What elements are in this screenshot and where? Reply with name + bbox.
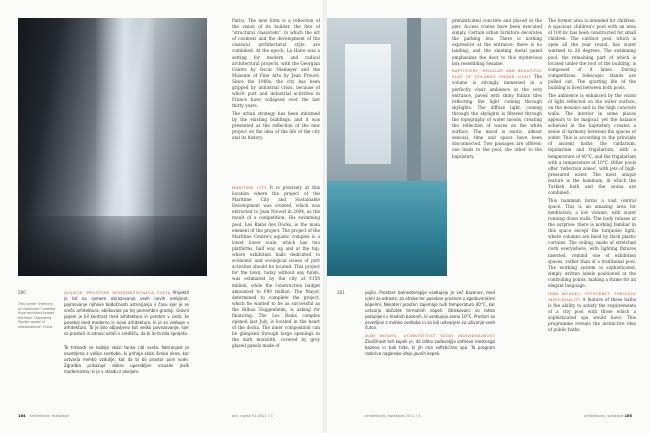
english-column-b xyxy=(232,185,320,405)
paragraph: It is precisely at this location where the project of the Maritime City and Sustainable Development was created, which was entrusted to Jean Nouvel in 2004, as the result of a competition. His swimming pool, Les Bains des Docks, is the main element of the project. The project of the Maritime Centre's aquatic complex is a lower lower scale, which has two platforms, half way up and at the top, where exhibition halls dedicated to economic and ecological issues of port activities should be located. This project for the town, today without any funds, was estimated by the city at €150 million, while the construction budget amounted to €90 million. The Mayor, determined to complete the project, which he wanted to be as successful as the Bilbao Guggenheim, is asking for financing. The Les Bains complex opened last July, is located in the heart of the docks. The inner composition can be glimpsed through large openings in the dark monolith, covered by grey glazed panels made of xyxy=(232,185,320,349)
paragraph: prefabricated concrete and placed at the pier. Access routes have been executed simply. Certain urban furniture decorates the parking lots. There is nothing expressive at the entrance; there is no landing, and the slanting metal panel emphasizes the door to this mysterious box resembling Sesame. xyxy=(452,18,542,66)
english-column-c xyxy=(452,18,542,276)
page-number-left: 164 xyxy=(18,414,26,418)
paragraph: pojilo. Prostore balneoterapije vsebujejo je več bazenov, med njimi za odrasle, za otroke ter posebne prostore z zgodovinskimi kopelmi. Nekateri prostori zajemajo tudi temperaturo 40°C, kar ustvarja občutek termalnih kopeli. Obiskovalci so lahko potopljeni v hladnih bazenih, ki vsebujejo samo 10°C. Prostori so osvetljeni z mehko svetlobo in so bili ustvarjeni za uživanje vseh čutov. xyxy=(365,290,495,331)
section-heading: ZVIJAČJE, PROSTORE MODERNISTIČNEGA SVETA xyxy=(64,290,171,295)
section-heading: BAPTISTERY, REGULAR AND BEAUTIFUL PLAY OF VOLUMES UNDER LIGHT xyxy=(452,68,542,80)
page-number-small-right: 281 xyxy=(337,290,345,295)
pool-water xyxy=(327,181,447,276)
page-number-small-left: 280 xyxy=(18,290,26,295)
paragraph: The urban strategy has been informed by the existing buildings, and it was presented as the reflection of the new project on the idea of the life of the city and its history. xyxy=(232,110,320,141)
paragraph: The volume is strongly immersed in a perfectly clear ambience at the very entrance, paved with shiny Italian tiles reflecting the light coming through skylights. The diffuse light, coming through the skylights is filtered through the topography of water moods, creating the reflection of waves on the white surface. The mood is exotic, almost sensual, time and space have been disconnected. Two passages are offered; one leads to the pool, the other to the baptistery. xyxy=(452,74,542,159)
section-heading: JEAN NOUVEL, EFFICIENCY THROUGH INDIVIDUALITY xyxy=(548,290,636,302)
journal-label-right: arhitektura, raziskave xyxy=(584,414,624,418)
interior-photo-left xyxy=(18,18,207,276)
footer-mid-right: arhitektura, raziskave 2011 / 3 xyxy=(365,414,421,418)
pool-window xyxy=(345,44,391,164)
shadow-floor xyxy=(18,216,207,276)
slovene-column-left-2 xyxy=(64,345,189,405)
pool-column xyxy=(407,18,421,188)
footer-right xyxy=(560,414,636,418)
footer-mid-left: arh. razisk 51-2011 / 3 xyxy=(232,414,273,418)
paragraph: This hammam forms a vast central space. This is an amazing area for meditation, a low volume, with water running down walls. The body relaxes at the surprise: there is nothing familiar in this space except the turquoise light, where columns are lined by thick plastic curtains. The ceiling, made of stretched cloth everywhere, with lighting fixtures inserted, remind one of exhibition spaces, rather than of a traditional pool. The working system is sophisticated, simply written labels positioned at the controlling points, making a frame for an elegant language. xyxy=(548,197,636,289)
page-number-right: 165 xyxy=(624,414,632,418)
paragraph: Projektil je bil na samem obrazovanje vseh novih ambijent, pojmovanje njihove bodočnosti ustvarjanja v času kjer je se sreča arhitektura, oblikovala po tej pomembni gradnji. Glavni pojem je bil kontrast med arhitekturo in prostori v cesti, še posebej med moderno in novo arhitekturo, ki je se vsebuje v arhitekturo. To je bilo objavljeno kot veliko povezovanje, kjer so prostori in odnosi ostali v središču, da bi le-ta bila sprejeta. xyxy=(64,290,189,337)
section-heading: MARITIME CITY xyxy=(232,185,267,190)
paragraph: Te trdnosti se kažejo skozi tanke niti sveta. Notranjost je osvetljena z veliko svetlobe, ki prihaja skozi široka okna, kar ustvarja mehko vzdušje, kot da bi bil prostor poln vode. Zgradba prikazuje dobro uporabljen vizualni jezik modernizma, ki je v skladu z okoljem. xyxy=(64,345,189,374)
paragraph: The former area is intended for children. A spacious children's pool with an area of 100 m² has been constructed for small children. The outdoor pool, which is open all the year round, has water warmed to 28 degrees. The swimming pool, the remaining part of which is located under the roof of the building, is composed of 8 lanes. During competitions, telescopic stands are pulled out. The sporting life of the building is lived between both pools. xyxy=(548,18,636,91)
photo-caption: This scene "interiors of classicism" created from architect Joseph Kerhard, l'Agoranta Parisie speed of restaurations" Fotos xyxy=(18,302,56,329)
paragraph: Značilnost teh kopeli je, da lahko zadovoljijo zahteve mestnega bazena in tudi tiste, ki jih ima sofisticiran spa. Ta program razkriva nagonsko idejo javnih kopeli. xyxy=(365,338,495,356)
paragraph: Paris). The new form is a reflection of the vision of its builder, the fate of "structural classicism", in which the art of coolness and the development of the classical architectural style are combined. At the epoch, La Haire was a setting for modern and radical architectural projects, with the Georgian Centre by Oscar Niemeyer and the Museum of Fine Arts by Jean Prouvé. Since the 1960s, the city has been gripped by industrial crisis, because of which port and industrial activities in France have collapsed over the last thirty years. xyxy=(232,18,320,109)
paragraph: The ambience is enhanced by the vision of light reflected on the water surface, on the mosaics and in the high concrete walls. The interior in some places appears to be magical, yet the balance achieved in the baptistery creates a sense of harmony between the spaces of water. This is according to the principle of ancient baths: the caldarium, tepidarium and frigidarium, with a temperature of 40°C, and the frigidarium with a temperature of 10°C. Other pools offer 'reflection zones', with jets of high-pressured water. The most unique feature is the hammam, in which the Turkish bath and the sauna are combined. xyxy=(548,92,636,196)
pool-photo-right xyxy=(327,18,447,276)
footer-left xyxy=(18,414,69,418)
journal-label-left: arhitektura, raziskave xyxy=(29,414,69,418)
section-heading: JEAN NOUVEL, UČINKOVITOST SKOZI INDIVIDUALNOST xyxy=(365,332,495,338)
paragraph: A feature of these baths is the ability to satisfy the requirements of a city pool with those which a sophisticated spa would have. This programme reveals the instinctive idea of public baths. xyxy=(548,296,636,333)
slovene-column-right xyxy=(365,290,495,410)
english-column-d xyxy=(548,18,636,411)
